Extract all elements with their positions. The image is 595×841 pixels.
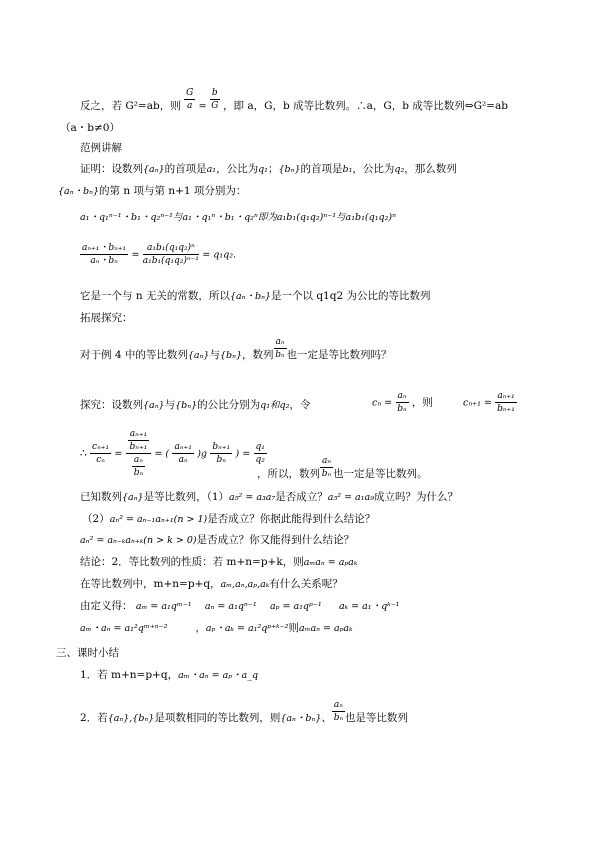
text: ，所以，数列 [257, 468, 320, 480]
math: q₁ [258, 164, 268, 175]
math: {aₙ},{bₙ} [107, 713, 155, 724]
denominator: bₙ [275, 349, 285, 360]
equals: = [198, 101, 207, 112]
numerator: q₁ [255, 442, 265, 452]
denominator: cₙ [96, 455, 105, 465]
subheading: 拓展探究： [80, 312, 133, 324]
math: a₅² = a₃a₇ [229, 492, 276, 503]
math: q₂ [394, 164, 405, 175]
text: 由定义得： [80, 600, 133, 612]
numerator: aₙ [275, 336, 285, 347]
text: 、 [321, 712, 332, 724]
fraction-b-over-g [210, 87, 220, 112]
math: {aₙ} [122, 492, 144, 503]
text: 则 [288, 622, 299, 634]
text: 是一个以 q1q2 为公比的等比数列 [270, 290, 431, 302]
numerator: b [211, 87, 218, 98]
text: ，数列 [242, 349, 274, 361]
text: 的首项是 [164, 163, 207, 175]
definition-cn [372, 390, 433, 415]
math: {aₙ} [143, 400, 165, 411]
text: 也是等比数列 [344, 712, 408, 724]
definition-cn1 [463, 390, 517, 415]
text: ，令 [289, 399, 311, 411]
equals: = [114, 448, 123, 460]
line-8 [80, 289, 430, 304]
fraction [128, 428, 149, 453]
denominator: bₙ [216, 455, 226, 465]
text: 1．若 m+n=p+q， [80, 669, 179, 681]
numerator: aₙ [322, 455, 332, 466]
fraction [143, 242, 199, 267]
text: 是项数相同的等比数列，则 [154, 712, 281, 724]
denominator: a [186, 100, 193, 111]
fraction [495, 390, 516, 415]
numerator: aₙ₊₁・bₙ₊₁ [82, 243, 127, 253]
line-5 [58, 184, 246, 199]
math: )g [197, 448, 207, 460]
numerator: G [186, 87, 194, 98]
math: q₁和q₂ [260, 400, 290, 411]
line-19 [80, 599, 399, 614]
text: 是否成立？你据此能得到什么结论？ [207, 513, 376, 525]
formula-ratio-cn [80, 428, 267, 479]
therefore: ∴ [80, 447, 87, 460]
math: = q₁q₂. [202, 249, 237, 261]
math: aₚ・aₖ = a₁²qᵖ⁺ᵏ⁻² [205, 623, 289, 634]
line-10 [80, 336, 392, 363]
numerator: bₙ₊₁ [212, 442, 231, 452]
denominator: bₙ [133, 468, 144, 478]
denominator: bₙ [397, 404, 407, 414]
line-20 [80, 621, 353, 636]
text: ，公比为 [216, 163, 259, 175]
math: aₘ,aₙ,aₚ,aₖ [220, 579, 270, 590]
line-2: （a・b≠0） [60, 122, 120, 134]
text: 有什么关系呢？ [269, 578, 343, 590]
math: = ( [154, 448, 170, 460]
text: ； [267, 163, 279, 175]
text: 反之，若 G²=ab，则 [80, 100, 181, 112]
text: 与 [164, 399, 176, 411]
denominator: q₂ [255, 455, 265, 465]
text: 也一定是等比数列。 [333, 468, 428, 480]
text: 的第 n 项与第 n+1 项分别为： [99, 185, 247, 197]
fraction [80, 242, 128, 267]
denominator: bₙ [321, 468, 332, 479]
math: a₁ [206, 164, 217, 175]
numerator: cₙ₊₁ [92, 442, 110, 452]
denominator: a₁b₁(q₁q₂)ⁿ⁻¹ [142, 256, 199, 266]
math: {bₙ} [278, 164, 301, 175]
numerator: aₙ₊₁ [497, 391, 515, 401]
text: （2） [82, 513, 110, 525]
text: ，即 a，G，b 成等比数列。∴a，G，b 成等比数列⇔G²=ab [223, 100, 508, 112]
numerator [126, 428, 151, 454]
math: a₅² = a₁a₉ [327, 492, 375, 503]
math: cₙ₊₁ = [463, 397, 492, 409]
denominator [126, 454, 151, 479]
math: aₘ・aₙ = a₁²qᵐ⁺ⁿ⁻² [80, 623, 168, 634]
text: ， [195, 622, 206, 634]
summary-item-1 [80, 668, 258, 683]
fraction [396, 390, 409, 415]
text: 是否成立？你又能得到什么结论？ [196, 534, 355, 546]
math: aₘ = a₁qᵐ⁻¹ [135, 601, 192, 612]
math: aₙ² = aₙ₋ₖaₙ₊ₖ(n > k > 0) [80, 535, 197, 546]
text: 是等比数列，（1） [143, 491, 230, 503]
line-16 [80, 533, 354, 548]
fraction [254, 441, 267, 466]
text: 也一定是等比数列吗？ [286, 349, 392, 361]
math: aₘaₙ = aₚaₖ [298, 623, 353, 634]
math: aₚ = a₁qᵖ⁻¹ [269, 601, 322, 612]
text: 与 [209, 349, 220, 361]
section-heading: 范例讲解 [80, 142, 122, 154]
fraction [332, 699, 345, 724]
math: ) = [235, 448, 251, 460]
numerator: aₙ₊₁ [174, 442, 192, 452]
numerator: aₙ [397, 391, 407, 401]
text: 结论：2．等比数列的性质：若 m+n=p+k，则 [80, 556, 304, 568]
math: {bₙ} [219, 350, 242, 361]
text: 2．若 [80, 712, 108, 724]
line-4 [80, 162, 457, 177]
denominator: G [211, 100, 219, 111]
line-18 [80, 577, 343, 592]
formula-ratio [80, 242, 236, 267]
text: 对于例 4 中的等比数列 [80, 349, 188, 361]
math: {aₙ} [187, 350, 210, 361]
text: 在等比数列中，m+n=p+q， [80, 578, 221, 590]
text: 证明：设数列 [80, 163, 143, 175]
fraction [210, 441, 232, 466]
fraction [132, 454, 145, 479]
line-11 [80, 398, 310, 413]
numerator: a₁b₁(q₁q₂)ⁿ [143, 242, 199, 255]
summary-item-2 [80, 699, 408, 726]
math: {bₙ} [175, 400, 198, 411]
math: cₙ = [372, 397, 393, 409]
math: {aₙ・bₙ} [58, 186, 100, 197]
text: 的首项是 [300, 163, 343, 175]
math: aₙ = a₁qⁿ⁻¹ [204, 601, 257, 612]
denominator: bₙ [333, 712, 344, 723]
denominator: aₙ・bₙ [90, 256, 118, 266]
fraction-g-over-a [184, 87, 195, 112]
nested-fraction [126, 428, 151, 479]
denominator: bₙ₊₁ [497, 404, 515, 414]
text: 是否成立？ [275, 491, 328, 503]
math: {aₙ・bₙ} [229, 291, 271, 302]
text: ，那么数列 [404, 163, 457, 175]
line-1 [80, 87, 508, 114]
math: {aₙ・bₙ} [280, 713, 322, 724]
fraction [274, 336, 287, 361]
line-15 [82, 512, 375, 527]
math: aₙ² = aₙ₋₁aₙ₊₁(n > 1) [109, 514, 208, 525]
text: 成立吗？为什么？ [374, 491, 459, 503]
text: 已知数列 [80, 491, 122, 503]
section-heading: 三、课时小结 [56, 647, 119, 659]
math: {aₙ} [143, 164, 165, 175]
numerator: aₙ₊₁ [129, 429, 148, 439]
formula-nth-terms: a₁・q₁ⁿ⁻¹・b₁・q₂ⁿ⁻¹与a₁・q₁ⁿ・b₁・q₂ⁿ即为a₁b₁(q₁q₂)ⁿ⁻¹与a₁b₁(q₁q₂)ⁿ [80, 212, 396, 223]
numerator: aₙ [333, 699, 343, 710]
line-17 [80, 555, 357, 570]
text: 的公比分别为 [197, 399, 261, 411]
text: ，则 [411, 396, 433, 409]
math: aₖ = a₁・qᵏ⁻¹ [338, 601, 400, 612]
math: b₁ [342, 164, 353, 175]
fraction [172, 441, 193, 466]
numerator: aₙ [133, 455, 143, 465]
text: 它是一个与 n 无关的常数，所以 [80, 290, 230, 302]
denominator: aₙ [178, 455, 188, 465]
line-14 [80, 490, 458, 505]
fraction [90, 441, 111, 466]
equals: = [131, 249, 140, 261]
math: aₘaₙ = aₚaₖ [303, 557, 358, 568]
text: 探究：设数列 [80, 399, 143, 411]
fraction [320, 455, 333, 480]
text: ，公比为 [352, 163, 395, 175]
denominator: bₙ₊₁ [129, 442, 148, 452]
math: aₘ・aₙ = aₚ・a_q [178, 670, 259, 681]
